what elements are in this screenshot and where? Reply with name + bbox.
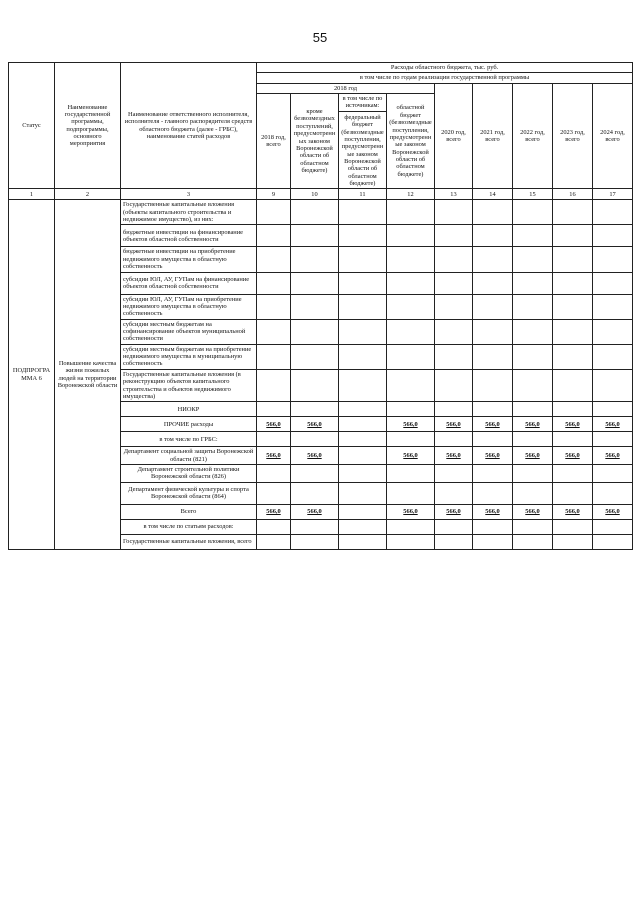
value-cell: 566,0 <box>257 504 291 519</box>
value-cell <box>593 402 633 417</box>
table-body <box>9 200 633 549</box>
row-label: Всего <box>121 504 257 519</box>
value-cell: 566,0 <box>513 447 553 465</box>
row-label: ПРОЧИЕ расходы <box>121 417 257 432</box>
column-number: 9 <box>257 189 291 200</box>
value-cell <box>387 225 435 247</box>
value-cell <box>339 247 387 272</box>
value-cell <box>339 417 387 432</box>
value-cell <box>257 225 291 247</box>
value-cell <box>553 344 593 369</box>
value-cell: 566,0 <box>553 504 593 519</box>
column-number: 11 <box>339 189 387 200</box>
value-cell <box>553 225 593 247</box>
value-cell <box>553 482 593 504</box>
value-cell <box>291 319 339 344</box>
value-cell <box>339 200 387 225</box>
value-cell <box>339 504 387 519</box>
value-cell <box>593 272 633 294</box>
header-budget-group: Расходы областного бюджета, тыс. руб. <box>257 63 633 73</box>
value-cell <box>473 534 513 549</box>
value-cell <box>435 369 473 401</box>
value-cell <box>387 432 435 447</box>
value-cell <box>553 319 593 344</box>
value-cell <box>257 464 291 482</box>
value-cell <box>339 464 387 482</box>
value-cell <box>387 402 435 417</box>
value-cell <box>473 464 513 482</box>
program-cell: Повышение качества жизни пожилых людей на территории Воронежской области <box>55 200 121 549</box>
value-cell <box>339 225 387 247</box>
value-cell <box>553 369 593 401</box>
value-cell <box>291 432 339 447</box>
value-cell <box>593 534 633 549</box>
value-cell: 566,0 <box>291 504 339 519</box>
row-label: Департамент физической культуры и спорта Воронежской области (864) <box>121 482 257 504</box>
value-cell <box>553 519 593 534</box>
value-cell <box>553 402 593 417</box>
header-2024: 2024 год, всего <box>593 83 633 189</box>
value-cell <box>473 344 513 369</box>
value-cell <box>473 294 513 319</box>
value-cell <box>593 369 633 401</box>
column-number: 15 <box>513 189 553 200</box>
column-number: 14 <box>473 189 513 200</box>
value-cell: 566,0 <box>387 447 435 465</box>
value-cell <box>257 272 291 294</box>
value-cell <box>513 519 553 534</box>
value-cell <box>339 519 387 534</box>
value-cell <box>473 369 513 401</box>
value-cell <box>473 519 513 534</box>
value-cell <box>513 464 553 482</box>
value-cell <box>435 482 473 504</box>
value-cell <box>473 272 513 294</box>
header-recipient: Наименование ответственного исполнителя, исполнителя - главного распорядителя средств областного бюджета (далее - ГРБС), наименование статей расходов <box>121 63 257 189</box>
status-cell: ПОДПРОГРАММА 6 <box>9 200 55 549</box>
header-status: Статус <box>9 63 55 189</box>
value-cell <box>339 369 387 401</box>
value-cell <box>387 319 435 344</box>
value-cell: 566,0 <box>513 504 553 519</box>
value-cell <box>291 369 339 401</box>
row-label: НИОКР <box>121 402 257 417</box>
value-cell <box>553 464 593 482</box>
value-cell <box>513 432 553 447</box>
value-cell: 566,0 <box>553 417 593 432</box>
value-cell <box>387 247 435 272</box>
value-cell <box>257 519 291 534</box>
column-number: 3 <box>121 189 257 200</box>
value-cell <box>339 294 387 319</box>
value-cell <box>435 464 473 482</box>
row-label: Департамент социальной защиты Воронежской области (821) <box>121 447 257 465</box>
row-label: в том числе по ГРБС: <box>121 432 257 447</box>
value-cell <box>291 200 339 225</box>
value-cell <box>435 432 473 447</box>
value-cell <box>387 344 435 369</box>
column-number-row <box>9 189 633 200</box>
value-cell <box>387 534 435 549</box>
value-cell <box>435 200 473 225</box>
value-cell <box>435 294 473 319</box>
value-cell <box>291 482 339 504</box>
value-cell <box>435 272 473 294</box>
value-cell <box>593 319 633 344</box>
value-cell: 566,0 <box>291 447 339 465</box>
value-cell <box>513 225 553 247</box>
value-cell: 566,0 <box>473 417 513 432</box>
value-cell <box>553 534 593 549</box>
value-cell <box>387 519 435 534</box>
value-cell <box>473 402 513 417</box>
value-cell <box>593 247 633 272</box>
row-label: субсидии местным бюджетам на приобретение недвижимого имущества в муниципальную собственность <box>121 344 257 369</box>
value-cell <box>513 482 553 504</box>
value-cell <box>387 482 435 504</box>
value-cell <box>513 247 553 272</box>
value-cell <box>291 294 339 319</box>
header-2022: 2022 год, всего <box>513 83 553 189</box>
value-cell <box>593 432 633 447</box>
row-label: бюджетные инвестиции на приобретение недвижимого имущества в областную собственность <box>121 247 257 272</box>
row-label: Государственные капитальные вложения (объекты капитального строительства и недвижимое имущество), из них: <box>121 200 257 225</box>
header-2018-group: 2018 год <box>257 83 435 93</box>
header-budget-subgroup: в том числе по годам реализации государственной программы <box>257 73 633 83</box>
header-2020: 2020 год, всего <box>435 83 473 189</box>
value-cell <box>435 247 473 272</box>
header-by-sources: в том числе по источникам: <box>339 94 386 112</box>
value-cell: 566,0 <box>387 504 435 519</box>
value-cell <box>593 519 633 534</box>
value-cell <box>257 402 291 417</box>
value-cell <box>257 294 291 319</box>
column-number: 10 <box>291 189 339 200</box>
value-cell: 566,0 <box>473 504 513 519</box>
header-2021: 2021 год, всего <box>473 83 513 189</box>
value-cell <box>513 402 553 417</box>
value-cell <box>257 200 291 225</box>
value-cell <box>553 272 593 294</box>
value-cell <box>339 402 387 417</box>
value-cell <box>435 319 473 344</box>
header-col11 <box>339 94 387 189</box>
value-cell <box>593 482 633 504</box>
value-cell <box>513 319 553 344</box>
value-cell <box>387 464 435 482</box>
value-cell <box>513 294 553 319</box>
value-cell: 566,0 <box>257 447 291 465</box>
value-cell: 566,0 <box>593 504 633 519</box>
column-number: 17 <box>593 189 633 200</box>
value-cell <box>473 482 513 504</box>
value-cell <box>473 200 513 225</box>
value-cell <box>291 344 339 369</box>
value-cell: 566,0 <box>593 447 633 465</box>
value-cell <box>291 519 339 534</box>
value-cell <box>513 369 553 401</box>
value-cell <box>291 272 339 294</box>
budget-table-sheet <box>8 62 632 550</box>
value-cell <box>387 294 435 319</box>
value-cell <box>553 294 593 319</box>
value-cell <box>593 344 633 369</box>
value-cell <box>513 534 553 549</box>
header-2023: 2023 год, всего <box>553 83 593 189</box>
value-cell <box>593 464 633 482</box>
value-cell <box>387 272 435 294</box>
value-cell: 566,0 <box>513 417 553 432</box>
row-label: субсидии ЮЛ, АУ, ГУПам на финансирование объектов областной собственности <box>121 272 257 294</box>
row-label: Департамент строительной политики Воронежской области (826) <box>121 464 257 482</box>
value-cell <box>387 200 435 225</box>
value-cell <box>257 344 291 369</box>
value-cell: 566,0 <box>387 417 435 432</box>
header-2018-total: 2018 год, всего <box>257 94 291 189</box>
header-col11-text: федеральный бюджет (безвозмездные поступления, предусмотренные законом Воронежской области об областном бюджете) <box>341 113 384 188</box>
value-cell <box>435 534 473 549</box>
budget-table <box>8 62 633 550</box>
row-label: субсидии местным бюджетам на софинансирование объектов муниципальной собственности <box>121 319 257 344</box>
column-number: 13 <box>435 189 473 200</box>
column-number: 1 <box>9 189 55 200</box>
value-cell: 566,0 <box>435 504 473 519</box>
row-label: Государственные капитальные вложения, всего <box>121 534 257 549</box>
value-cell <box>387 369 435 401</box>
value-cell <box>593 200 633 225</box>
value-cell <box>553 432 593 447</box>
value-cell <box>257 432 291 447</box>
value-cell <box>257 319 291 344</box>
value-cell <box>291 247 339 272</box>
value-cell <box>435 402 473 417</box>
header-col12: областной бюджет (безвозмездные поступления, предусмотренные законом Воронежской области об областном бюджете) <box>387 94 435 189</box>
header-program: Наименование государственной программы, подпрограммы, основного мероприятия <box>55 63 121 189</box>
row-label: в том числе по статьям расходов: <box>121 519 257 534</box>
value-cell: 566,0 <box>473 447 513 465</box>
row-label: Государственные капитальные вложения (в реконструкцию объектов капитального строительства и объектов недвижимого имущества) <box>121 369 257 401</box>
value-cell <box>339 447 387 465</box>
value-cell <box>257 482 291 504</box>
value-cell <box>257 247 291 272</box>
value-cell <box>593 294 633 319</box>
value-cell <box>339 272 387 294</box>
value-cell <box>291 534 339 549</box>
value-cell: 566,0 <box>435 447 473 465</box>
value-cell <box>473 432 513 447</box>
value-cell <box>473 247 513 272</box>
value-cell <box>339 482 387 504</box>
value-cell <box>291 225 339 247</box>
value-cell <box>435 519 473 534</box>
value-cell: 566,0 <box>257 417 291 432</box>
row-label: субсидии ЮЛ, АУ, ГУПам на приобретение недвижимого имущества в областную собственность <box>121 294 257 319</box>
value-cell <box>291 464 339 482</box>
value-cell <box>257 369 291 401</box>
value-cell <box>339 319 387 344</box>
value-cell <box>435 225 473 247</box>
column-number: 12 <box>387 189 435 200</box>
column-number: 2 <box>55 189 121 200</box>
value-cell <box>593 225 633 247</box>
value-cell <box>339 534 387 549</box>
value-cell <box>473 319 513 344</box>
row-label: бюджетные инвестиции на финансирование объектов областной собственности <box>121 225 257 247</box>
value-cell <box>553 200 593 225</box>
value-cell <box>339 344 387 369</box>
value-cell <box>513 200 553 225</box>
value-cell <box>553 247 593 272</box>
header-col10: кроме безвозмездных поступлений, предусмотренных законом Воронежской области об областном бюджете) <box>291 94 339 189</box>
column-number: 16 <box>553 189 593 200</box>
value-cell <box>513 344 553 369</box>
value-cell <box>513 272 553 294</box>
value-cell: 566,0 <box>553 447 593 465</box>
page-number: 55 <box>312 30 328 45</box>
value-cell <box>435 344 473 369</box>
value-cell <box>339 432 387 447</box>
value-cell: 566,0 <box>291 417 339 432</box>
value-cell <box>257 534 291 549</box>
value-cell: 566,0 <box>435 417 473 432</box>
value-cell <box>291 402 339 417</box>
value-cell <box>473 225 513 247</box>
value-cell: 566,0 <box>593 417 633 432</box>
table-row <box>9 200 633 225</box>
